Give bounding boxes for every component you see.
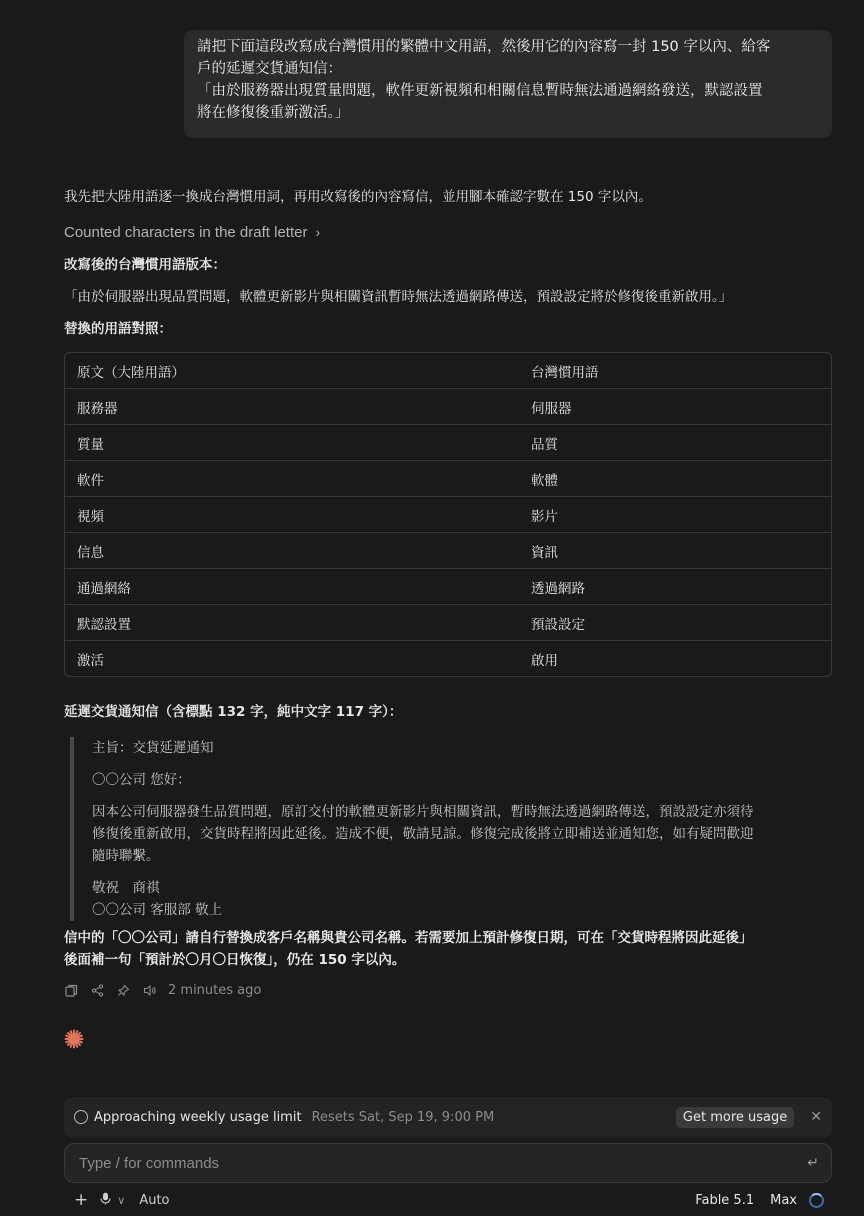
- tool-call-disclosure[interactable]: [64, 220, 834, 244]
- close-icon[interactable]: ✕: [810, 1109, 822, 1125]
- table-cell: 默認設置: [65, 604, 519, 640]
- table-cell: 資訊: [519, 532, 831, 568]
- loading-spinner-icon: [809, 1193, 824, 1208]
- copy-icon[interactable]: [64, 984, 78, 998]
- table-row: [65, 424, 831, 460]
- terms-table: [64, 352, 832, 677]
- clock-icon: [74, 1110, 88, 1124]
- pin-icon[interactable]: [116, 984, 130, 998]
- rewritten-heading: 改寫後的台灣慣用語版本：: [64, 257, 226, 273]
- usage-reset-time: Resets Sat, Sep 19, 9:00 PM: [311, 1109, 495, 1125]
- table-cell: 預設設定: [519, 604, 831, 640]
- user-message-line: 戶的延遲交貨通知信：: [197, 61, 342, 77]
- letter-signature: 〇〇公司 客服部 敬上: [92, 901, 223, 918]
- composer-toolbar: [74, 1190, 824, 1210]
- table-row: [65, 532, 831, 568]
- mode-selector[interactable]: Auto: [139, 1192, 170, 1208]
- letter-subject: 主旨：交貨延遲通知: [92, 739, 214, 756]
- table-header-cell: 台灣慣用語: [531, 364, 599, 381]
- usage-limit-banner: [64, 1097, 832, 1137]
- table-cell: 透過網路: [519, 568, 831, 604]
- table-cell: 啟用: [519, 640, 831, 676]
- message-composer: [64, 1143, 832, 1183]
- user-message-line: 「由於服務器出現質量問題，軟件更新視頻和相關信息暫時無法通過網絡發送，默認設置: [197, 83, 763, 99]
- share-icon[interactable]: [90, 984, 104, 998]
- rewritten-text: 「由於伺服器出現品質問題，軟體更新影片與相關資訊暫時無法透過網路傳送，預設設定將於修復後重新啟用。」: [64, 289, 733, 305]
- closing-note: [64, 927, 834, 971]
- table-row: [65, 460, 831, 496]
- user-message-line: 將在修復後重新激活。」: [197, 105, 350, 121]
- letter-body-line: 隨時聯繫。: [92, 847, 160, 864]
- microphone-icon[interactable]: [100, 1192, 111, 1209]
- chevron-down-icon[interactable]: ∨: [117, 1193, 126, 1207]
- closing-line: 信中的「〇〇公司」請自行替換成客戶名稱與貴公司名稱。若需要加上預計修復日期，可在「交貨時程將因此延後」: [64, 929, 753, 946]
- message-input[interactable]: [77, 1154, 807, 1173]
- table-header-cell: 原文（大陸用語）: [77, 364, 185, 381]
- assistant-message: [64, 186, 834, 1001]
- table-cell: 軟件: [65, 460, 519, 496]
- letter-sign-off: 敬祝 商祺: [92, 879, 160, 896]
- table-cell: 信息: [65, 532, 519, 568]
- add-icon[interactable]: +: [74, 1190, 89, 1210]
- effort-selector[interactable]: Max: [770, 1192, 797, 1208]
- closing-line: 後面補一句「預計於〇月〇日恢復」，仍在 150 字以內。: [64, 951, 406, 968]
- letter-body-line: 因本公司伺服器發生品質問題，原訂交付的軟體更新影片與相關資訊，暫時無法透過網路傳送，預設設定亦須待: [92, 803, 754, 820]
- table-row: [65, 388, 831, 424]
- table-cell: 品質: [519, 424, 831, 460]
- letter-greeting: 〇〇公司 您好：: [92, 771, 191, 788]
- table-row: [65, 568, 831, 604]
- table-row: [65, 604, 831, 640]
- speaker-icon[interactable]: [142, 984, 156, 998]
- table-cell: 通過網絡: [65, 568, 519, 604]
- user-message-bubble: [184, 30, 832, 138]
- table-cell: 伺服器: [519, 388, 831, 424]
- message-actions: [64, 981, 834, 1001]
- usage-title: Approaching weekly usage limit: [94, 1109, 302, 1125]
- user-message-line: 請把下面這段改寫成台灣慣用的繁體中文用語，然後用它的內容寫一封 150 字以內、給客: [197, 39, 771, 55]
- chevron-right-icon: ›: [315, 224, 321, 240]
- table-cell: 軟體: [519, 460, 831, 496]
- table-cell: 視頻: [65, 496, 519, 532]
- get-more-usage-button[interactable]: Get more usage: [676, 1107, 794, 1128]
- tool-call-label: Counted characters in the draft letter: [64, 223, 308, 241]
- assistant-intro: 我先把大陸用語逐一換成台灣慣用詞，再用改寫後的內容寫信，並用腳本確認字數在 150 字以內。: [64, 189, 652, 205]
- message-timestamp: 2 minutes ago: [168, 983, 262, 998]
- table-cell: 質量: [65, 424, 519, 460]
- table-row: [65, 496, 831, 532]
- model-selector[interactable]: Fable 5.1: [695, 1192, 755, 1208]
- letter-body-line: 修復後重新啟用，交貨時程將因此延後。造成不便，敬請見諒。修復完成後將立即補送並通知您，如有疑問歡迎: [92, 825, 754, 842]
- enter-icon[interactable]: ↵: [807, 1155, 819, 1171]
- assistant-spark-icon: [64, 1029, 84, 1049]
- table-cell: 影片: [519, 496, 831, 532]
- letter-heading: 延遲交貨通知信（含標點 132 字，純中文字 117 字）：: [64, 704, 403, 720]
- table-header-row: [65, 353, 831, 388]
- table-cell: 服務器: [65, 388, 519, 424]
- table-row: [65, 640, 831, 676]
- table-heading: 替換的用語對照：: [64, 321, 172, 337]
- table-cell: 激活: [65, 640, 519, 676]
- letter-blockquote: [70, 737, 834, 921]
